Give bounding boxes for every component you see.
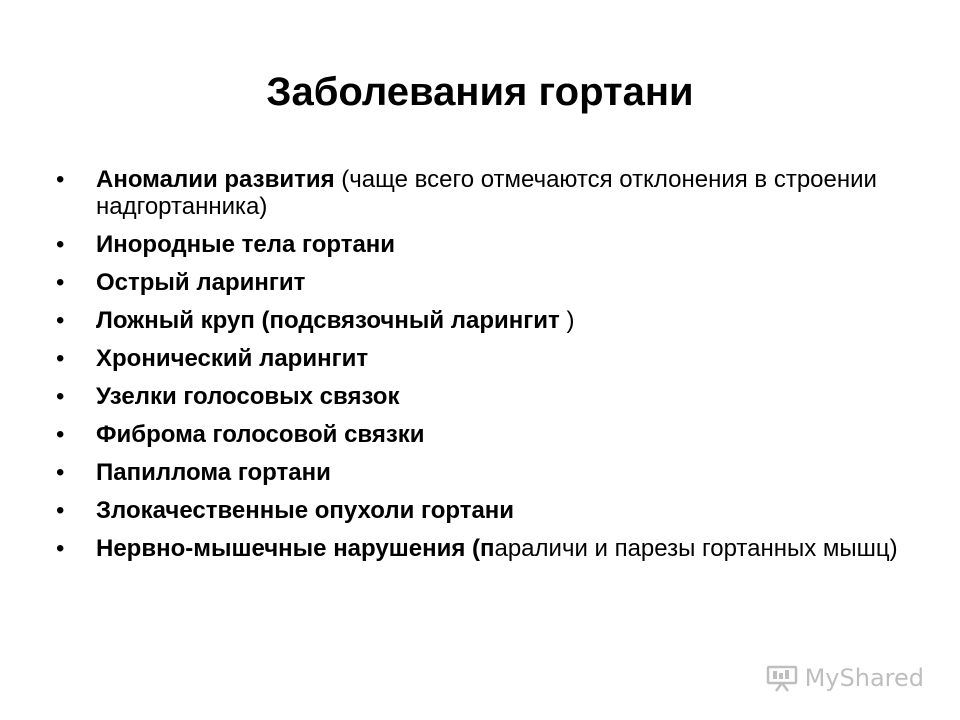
list-item (56, 269, 916, 296)
item-bold-text: Аномалии развития (96, 166, 335, 193)
item-normal-text: (чаще всего отмечаются отклонения в строении надгортанника) (96, 166, 877, 220)
bullet-icon: • (56, 535, 65, 562)
bullet-icon: • (56, 166, 65, 193)
item-normal-text: ) (566, 307, 575, 334)
presentation-board-icon (765, 664, 799, 692)
bullet-icon: • (56, 269, 65, 296)
watermark (765, 664, 924, 692)
list-item (56, 231, 916, 258)
list-item (56, 345, 916, 372)
item-bold-text: Нервно-мышечные нарушения (п (96, 535, 495, 562)
bullet-icon: • (56, 383, 65, 410)
bullet-icon: • (56, 459, 65, 486)
watermark-text: MyShared (804, 664, 924, 692)
item-normal-text: араличи и парезы гортанных мышц) (494, 535, 898, 562)
list-item (56, 497, 916, 524)
bullet-icon: • (56, 345, 65, 372)
slide-title: Заболевания гортани (266, 70, 694, 114)
item-bold-text: Фиброма голосовой связки (96, 421, 425, 448)
item-bold-text: Ложный круп (подсвязочный ларингит (96, 307, 567, 334)
item-bold-text: Хронический ларингит (96, 345, 369, 372)
item-bold-text: Инородные тела гортани (96, 231, 396, 258)
item-bold-text: Узелки голосовых связок (96, 383, 400, 410)
bullet-icon: • (56, 421, 65, 448)
list-item (56, 459, 916, 486)
bullet-icon: • (56, 231, 65, 258)
item-bold-text: Злокачественные опухоли гортани (96, 497, 515, 524)
list-item (56, 535, 916, 562)
list-item (56, 307, 916, 334)
item-bold-text: Острый ларингит (96, 269, 306, 296)
list-item (56, 383, 916, 410)
bullet-icon: • (56, 307, 65, 334)
bullet-icon: • (56, 497, 65, 524)
list-item (56, 166, 916, 220)
list-item (56, 421, 916, 448)
item-bold-text: Папиллома гортани (96, 459, 331, 486)
bullet-list (56, 166, 916, 573)
